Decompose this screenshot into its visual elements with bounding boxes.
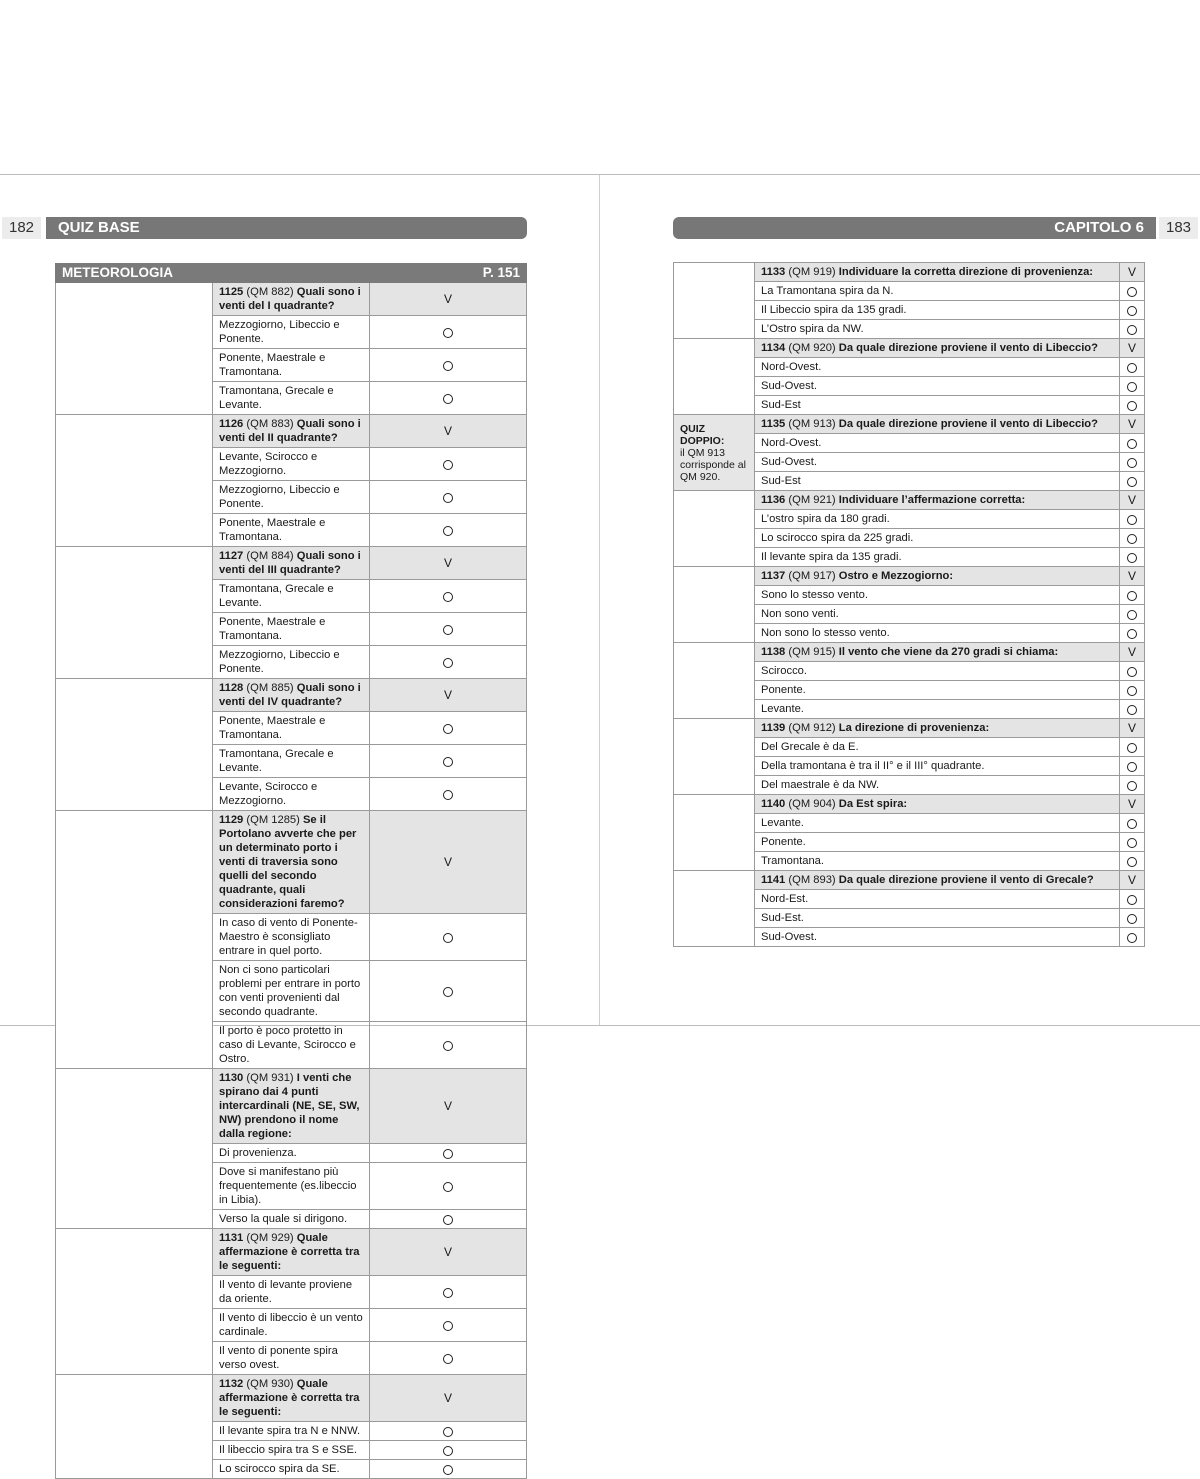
- margin-cell: [674, 871, 755, 947]
- answer-text: Il porto è poco protetto in caso di Levante, Scirocco e Ostro.: [213, 1022, 370, 1069]
- question-label: Individuare l’affermazione corretta:: [838, 494, 1026, 506]
- qm-ref: (QM 893): [788, 874, 836, 886]
- circle-icon: [1127, 382, 1137, 392]
- answer-checkbox[interactable]: [1120, 453, 1145, 472]
- circle-icon: [1127, 553, 1137, 563]
- answer-text: Il libeccio spira tra S e SSE.: [213, 1441, 370, 1460]
- answer-text: In caso di vento di Ponente-Maestro è sconsigliato entrare in quel porto.: [213, 914, 370, 961]
- answer-text: Del maestrale è da NW.: [755, 776, 1120, 795]
- answer-checkbox[interactable]: [370, 778, 527, 811]
- question-row: [674, 567, 1145, 586]
- answer-checkbox[interactable]: [370, 481, 527, 514]
- qm-ref: (QM 921): [788, 494, 836, 506]
- margin-cell: [56, 547, 213, 679]
- answer-text: Ponente, Maestrale e Tramontana.: [213, 349, 370, 382]
- question-text: [213, 283, 370, 316]
- question-text: [755, 339, 1120, 358]
- section-header: [56, 264, 527, 283]
- answer-text: L’Ostro spira da NW.: [755, 320, 1120, 339]
- circle-icon: [1127, 895, 1137, 905]
- left-page: [0, 175, 600, 1475]
- answer-text: Sud-Est.: [755, 909, 1120, 928]
- qm-ref: (QM 885): [246, 682, 294, 694]
- question-label: Da quale direzione proviene il vento di Libeccio?: [838, 342, 1098, 354]
- answer-checkbox[interactable]: [1120, 757, 1145, 776]
- question-number: 1132: [219, 1378, 244, 1390]
- answer-text: La Tramontana spira da N.: [755, 282, 1120, 301]
- question-text: [755, 643, 1120, 662]
- answer-text: Non ci sono particolari problemi per entrare in porto con venti provenienti dal secondo quadrante.: [213, 961, 370, 1022]
- question-row: [56, 679, 527, 712]
- question-row: [674, 415, 1145, 434]
- question-label: Quali sono i venti del I quadrante?: [219, 286, 361, 312]
- answer-text: Della tramontana è tra il II° e il III° quadrante.: [755, 757, 1120, 776]
- answer-text: Levante, Scirocco e Mezzogiorno.: [213, 448, 370, 481]
- circle-icon: [1127, 458, 1137, 468]
- answer-checkbox[interactable]: [1120, 282, 1145, 301]
- section-page-ref: P. 151: [482, 265, 520, 280]
- question-number: 1139: [761, 722, 786, 734]
- answer-checkbox[interactable]: [1120, 833, 1145, 852]
- question-row: [674, 795, 1145, 814]
- answer-checkbox[interactable]: [1120, 909, 1145, 928]
- answer-checkbox[interactable]: [1120, 320, 1145, 339]
- answer-checkbox[interactable]: [1120, 662, 1145, 681]
- answer-checkbox[interactable]: [1120, 301, 1145, 320]
- answer-text: Tramontana.: [755, 852, 1120, 871]
- question-number: 1130: [219, 1072, 244, 1084]
- circle-icon: [1127, 306, 1137, 316]
- answer-text: Tramontana, Grecale e Levante.: [213, 745, 370, 778]
- note-title: QUIZ DOPPIO:: [680, 422, 725, 447]
- question-text: [755, 871, 1120, 890]
- answer-text: Il levante spira tra N e NNW.: [213, 1422, 370, 1441]
- circle-icon: [1127, 401, 1137, 411]
- true-false-header: V: [370, 415, 527, 448]
- answer-checkbox[interactable]: [1120, 510, 1145, 529]
- answer-text: Nord-Ovest.: [755, 434, 1120, 453]
- question-text: [755, 795, 1120, 814]
- question-number: 1125: [219, 286, 244, 298]
- circle-icon: [443, 526, 453, 536]
- margin-cell: [674, 795, 755, 871]
- question-number: 1138: [761, 646, 786, 658]
- quiz-table: [673, 262, 1145, 947]
- answer-checkbox[interactable]: [370, 1210, 527, 1229]
- answer-text: Levante.: [755, 700, 1120, 719]
- answer-checkbox[interactable]: [370, 580, 527, 613]
- circle-icon: [1127, 363, 1137, 373]
- circle-icon: [443, 361, 453, 371]
- question-row: [674, 719, 1145, 738]
- true-false-header: V: [1120, 567, 1145, 586]
- circle-icon: [443, 757, 453, 767]
- answer-checkbox[interactable]: [370, 1460, 527, 1479]
- qm-ref: (QM 919): [788, 266, 836, 278]
- page-number: 183: [1159, 217, 1198, 239]
- answer-checkbox[interactable]: [1120, 605, 1145, 624]
- answer-text: Sud-Ovest.: [755, 928, 1120, 947]
- question-row: [674, 871, 1145, 890]
- qm-ref: (QM 913): [788, 418, 836, 430]
- question-row: [56, 1069, 527, 1144]
- answer-text: Levante.: [755, 814, 1120, 833]
- circle-icon: [443, 592, 453, 602]
- page-header: QUIZ BASE: [46, 217, 527, 239]
- answer-text: Del Grecale è da E.: [755, 738, 1120, 757]
- circle-icon: [1127, 743, 1137, 753]
- circle-icon: [1127, 591, 1137, 601]
- circle-icon: [443, 1288, 453, 1298]
- question-label: Da quale direzione proviene il vento di Grecale?: [838, 874, 1094, 886]
- circle-icon: [443, 987, 453, 997]
- book-spread: [0, 174, 1200, 1475]
- answer-checkbox[interactable]: [1120, 681, 1145, 700]
- answer-checkbox[interactable]: [1120, 624, 1145, 643]
- margin-cell: [674, 339, 755, 415]
- circle-icon: [443, 1321, 453, 1331]
- circle-icon: [443, 328, 453, 338]
- question-row: [56, 1375, 527, 1422]
- question-number: 1140: [761, 798, 786, 810]
- answer-text: Scirocco.: [755, 662, 1120, 681]
- answer-checkbox[interactable]: [370, 1309, 527, 1342]
- answer-checkbox[interactable]: [1120, 776, 1145, 795]
- question-label: Ostro e Mezzogiorno:: [838, 570, 954, 582]
- qm-ref: (QM 1285): [246, 814, 300, 826]
- question-row: [674, 491, 1145, 510]
- qm-ref: (QM 904): [788, 798, 836, 810]
- answer-text: Sud-Est: [755, 396, 1120, 415]
- answer-text: Il levante spira da 135 gradi.: [755, 548, 1120, 567]
- circle-icon: [443, 933, 453, 943]
- answer-text: Nord-Ovest.: [755, 358, 1120, 377]
- answer-text: Lo scirocco spira da 225 gradi.: [755, 529, 1120, 548]
- circle-icon: [443, 658, 453, 668]
- margin-cell: [56, 1375, 213, 1479]
- true-false-header: V: [370, 1229, 527, 1276]
- question-row: [56, 283, 527, 316]
- circle-icon: [1127, 857, 1137, 867]
- answer-text: Ponente, Maestrale e Tramontana.: [213, 712, 370, 745]
- page-header: CAPITOLO 6: [673, 217, 1156, 239]
- answer-checkbox[interactable]: [370, 1144, 527, 1163]
- question-label: I venti che spirano dai 4 punti intercardinali (NE, SE, SW, NW) prendono il nome dalla regione:: [219, 1072, 360, 1140]
- answer-text: Non sono venti.: [755, 605, 1120, 624]
- answer-text: Lo scirocco spira da SE.: [213, 1460, 370, 1479]
- circle-icon: [1127, 667, 1137, 677]
- answer-text: Mezzogiorno, Libeccio e Ponente.: [213, 646, 370, 679]
- question-number: 1141: [761, 874, 786, 886]
- circle-icon: [1127, 705, 1137, 715]
- margin-cell: [56, 1229, 213, 1375]
- answer-checkbox[interactable]: [1120, 434, 1145, 453]
- page-number: 182: [2, 217, 41, 239]
- answer-checkbox[interactable]: [1120, 472, 1145, 491]
- answer-text: Il vento di libeccio è un vento cardinale.: [213, 1309, 370, 1342]
- qm-ref: (QM 883): [246, 418, 294, 430]
- answer-checkbox[interactable]: [370, 961, 527, 1022]
- circle-icon: [1127, 629, 1137, 639]
- question-label: Se il Portolano avverte che per un determinato porto i venti di traversia sono quelli del secondo quadrante, quali considerazioni faremo?: [219, 814, 357, 910]
- question-text: [213, 547, 370, 580]
- circle-icon: [1127, 287, 1137, 297]
- answer-checkbox[interactable]: [370, 1163, 527, 1210]
- true-false-header: V: [370, 679, 527, 712]
- answer-text: Mezzogiorno, Libeccio e Ponente.: [213, 481, 370, 514]
- circle-icon: [1127, 325, 1137, 335]
- circle-icon: [443, 1182, 453, 1192]
- margin-cell: [56, 415, 213, 547]
- answer-checkbox[interactable]: [370, 646, 527, 679]
- answer-checkbox[interactable]: [1120, 890, 1145, 909]
- true-false-header: V: [1120, 719, 1145, 738]
- answer-checkbox[interactable]: [370, 745, 527, 778]
- question-row: [56, 547, 527, 580]
- true-false-header: V: [1120, 263, 1145, 282]
- question-number: 1134: [761, 342, 786, 354]
- question-label: Quale affermazione è corretta tra le seguenti:: [219, 1232, 360, 1272]
- answer-checkbox[interactable]: [1120, 396, 1145, 415]
- question-number: 1129: [219, 814, 244, 826]
- answer-checkbox[interactable]: [1120, 852, 1145, 871]
- true-false-header: V: [370, 1375, 527, 1422]
- margin-cell: [674, 567, 755, 643]
- answer-text: Ponente, Maestrale e Tramontana.: [213, 514, 370, 547]
- question-row: [56, 1229, 527, 1276]
- answer-checkbox[interactable]: [1120, 586, 1145, 605]
- true-false-header: V: [370, 547, 527, 580]
- question-label: Da Est spira:: [838, 798, 908, 810]
- answer-text: Di provenienza.: [213, 1144, 370, 1163]
- circle-icon: [443, 1149, 453, 1159]
- circle-icon: [443, 1465, 453, 1475]
- question-label: La direzione di provenienza:: [838, 722, 990, 734]
- circle-icon: [443, 1354, 453, 1364]
- quiz-table: [55, 263, 527, 1479]
- question-label: Quali sono i venti del III quadrante?: [219, 550, 361, 576]
- question-text: [213, 1069, 370, 1144]
- circle-icon: [1127, 762, 1137, 772]
- true-false-header: V: [370, 283, 527, 316]
- true-false-header: V: [1120, 415, 1145, 434]
- question-text: [213, 1375, 370, 1422]
- question-label: Quali sono i venti del IV quadrante?: [219, 682, 361, 708]
- true-false-header: V: [1120, 491, 1145, 510]
- answer-checkbox[interactable]: [1120, 928, 1145, 947]
- circle-icon: [1127, 819, 1137, 829]
- true-false-header: V: [370, 811, 527, 914]
- circle-icon: [1127, 914, 1137, 924]
- margin-cell: [56, 283, 213, 415]
- question-number: 1128: [219, 682, 244, 694]
- answer-checkbox[interactable]: [370, 1441, 527, 1460]
- circle-icon: [443, 724, 453, 734]
- question-label: Quali sono i venti del II quadrante?: [219, 418, 361, 444]
- answer-checkbox[interactable]: [370, 514, 527, 547]
- question-text: [755, 491, 1120, 510]
- answer-checkbox[interactable]: [1120, 738, 1145, 757]
- answer-text: Il vento di ponente spira verso ovest.: [213, 1342, 370, 1375]
- margin-cell: [56, 811, 213, 1069]
- answer-text: Nord-Est.: [755, 890, 1120, 909]
- circle-icon: [443, 625, 453, 635]
- question-row: [674, 263, 1145, 282]
- circle-icon: [443, 493, 453, 503]
- answer-checkbox[interactable]: [370, 448, 527, 481]
- answer-checkbox[interactable]: [1120, 377, 1145, 396]
- question-label: Quale affermazione è corretta tra le seguenti:: [219, 1378, 360, 1418]
- circle-icon: [443, 1215, 453, 1225]
- circle-icon: [1127, 534, 1137, 544]
- answer-checkbox[interactable]: [370, 1342, 527, 1375]
- answer-text: Il vento di levante proviene da oriente.: [213, 1276, 370, 1309]
- circle-icon: [443, 460, 453, 470]
- question-number: 1126: [219, 418, 244, 430]
- question-text: [755, 415, 1120, 434]
- circle-icon: [1127, 838, 1137, 848]
- answer-text: Sud-Ovest.: [755, 453, 1120, 472]
- qm-ref: (QM 884): [246, 550, 294, 562]
- qm-ref: (QM 920): [788, 342, 836, 354]
- answer-text: Dove si manifestano più frequentemente (es.libeccio in Libia).: [213, 1163, 370, 1210]
- question-text: [755, 263, 1120, 282]
- circle-icon: [1127, 477, 1137, 487]
- true-false-header: V: [1120, 339, 1145, 358]
- margin-cell: [56, 679, 213, 811]
- answer-text: Ponente, Maestrale e Tramontana.: [213, 613, 370, 646]
- question-row: [674, 339, 1145, 358]
- question-number: 1127: [219, 550, 244, 562]
- question-text: [213, 1229, 370, 1276]
- right-page: [600, 175, 1200, 1025]
- answer-checkbox[interactable]: [370, 712, 527, 745]
- note-text: il QM 913 corrisponde al QM 920.: [680, 446, 746, 483]
- circle-icon: [443, 790, 453, 800]
- circle-icon: [1127, 439, 1137, 449]
- question-number: 1131: [219, 1232, 244, 1244]
- margin-cell: [674, 719, 755, 795]
- circle-icon: [1127, 610, 1137, 620]
- margin-cell: [674, 491, 755, 567]
- question-number: 1133: [761, 266, 786, 278]
- answer-checkbox[interactable]: [370, 1276, 527, 1309]
- qm-ref: (QM 912): [788, 722, 836, 734]
- qm-ref: (QM 931): [246, 1072, 294, 1084]
- circle-icon: [443, 1446, 453, 1456]
- qm-ref: (QM 917): [788, 570, 836, 582]
- answer-text: Mezzogiorno, Libeccio e Ponente.: [213, 316, 370, 349]
- qm-ref: (QM 930): [246, 1378, 294, 1390]
- circle-icon: [443, 1427, 453, 1437]
- answer-text: Non sono lo stesso vento.: [755, 624, 1120, 643]
- answer-checkbox[interactable]: [1120, 814, 1145, 833]
- question-row: [674, 643, 1145, 662]
- margin-cell: [56, 1069, 213, 1229]
- answer-checkbox[interactable]: [1120, 358, 1145, 377]
- question-text: [213, 679, 370, 712]
- question-text: [755, 567, 1120, 586]
- answer-checkbox[interactable]: [370, 914, 527, 961]
- question-label: Individuare la corretta direzione di provenienza:: [838, 266, 1094, 278]
- answer-checkbox[interactable]: [370, 1022, 527, 1069]
- answer-checkbox[interactable]: [1120, 529, 1145, 548]
- true-false-header: V: [1120, 795, 1145, 814]
- margin-cell: [674, 643, 755, 719]
- answer-text: Sud-Est: [755, 472, 1120, 491]
- question-row: [56, 811, 527, 914]
- question-label: Da quale direzione proviene il vento di Libeccio?: [838, 418, 1098, 430]
- answer-text: Ponente.: [755, 833, 1120, 852]
- question-text: [213, 415, 370, 448]
- answer-text: Tramontana, Grecale e Levante.: [213, 382, 370, 415]
- answer-checkbox[interactable]: [1120, 548, 1145, 567]
- answer-text: Il Libeccio spira da 135 gradi.: [755, 301, 1120, 320]
- true-false-header: V: [1120, 871, 1145, 890]
- answer-checkbox[interactable]: [370, 349, 527, 382]
- margin-cell: [674, 263, 755, 339]
- circle-icon: [1127, 781, 1137, 791]
- qm-ref: (QM 915): [788, 646, 836, 658]
- question-row: [56, 415, 527, 448]
- question-number: 1136: [761, 494, 786, 506]
- question-number: 1135: [761, 418, 786, 430]
- circle-icon: [1127, 515, 1137, 525]
- qm-ref: (QM 882): [246, 286, 294, 298]
- circle-icon: [443, 1041, 453, 1051]
- answer-text: Sono lo stesso vento.: [755, 586, 1120, 605]
- answer-text: L’ostro spira da 180 gradi.: [755, 510, 1120, 529]
- answer-text: Levante, Scirocco e Mezzogiorno.: [213, 778, 370, 811]
- note-box: [674, 415, 755, 491]
- answer-text: Verso la quale si dirigono.: [213, 1210, 370, 1229]
- answer-checkbox[interactable]: [370, 1422, 527, 1441]
- question-label: Il vento che viene da 270 gradi si chiama:: [838, 646, 1059, 658]
- qm-ref: (QM 929): [246, 1232, 294, 1244]
- question-text: [755, 719, 1120, 738]
- question-number: 1137: [761, 570, 786, 582]
- answer-checkbox[interactable]: [370, 613, 527, 646]
- question-text: [213, 811, 370, 914]
- answer-text: Sud-Ovest.: [755, 377, 1120, 396]
- answer-checkbox[interactable]: [1120, 700, 1145, 719]
- circle-icon: [1127, 933, 1137, 943]
- circle-icon: [1127, 686, 1137, 696]
- answer-checkbox[interactable]: [370, 382, 527, 415]
- true-false-header: V: [370, 1069, 527, 1144]
- circle-icon: [443, 394, 453, 404]
- section-title: METEOROLOGIA: [62, 265, 173, 280]
- true-false-header: V: [1120, 643, 1145, 662]
- answer-text: Tramontana, Grecale e Levante.: [213, 580, 370, 613]
- answer-text: Ponente.: [755, 681, 1120, 700]
- answer-checkbox[interactable]: [370, 316, 527, 349]
